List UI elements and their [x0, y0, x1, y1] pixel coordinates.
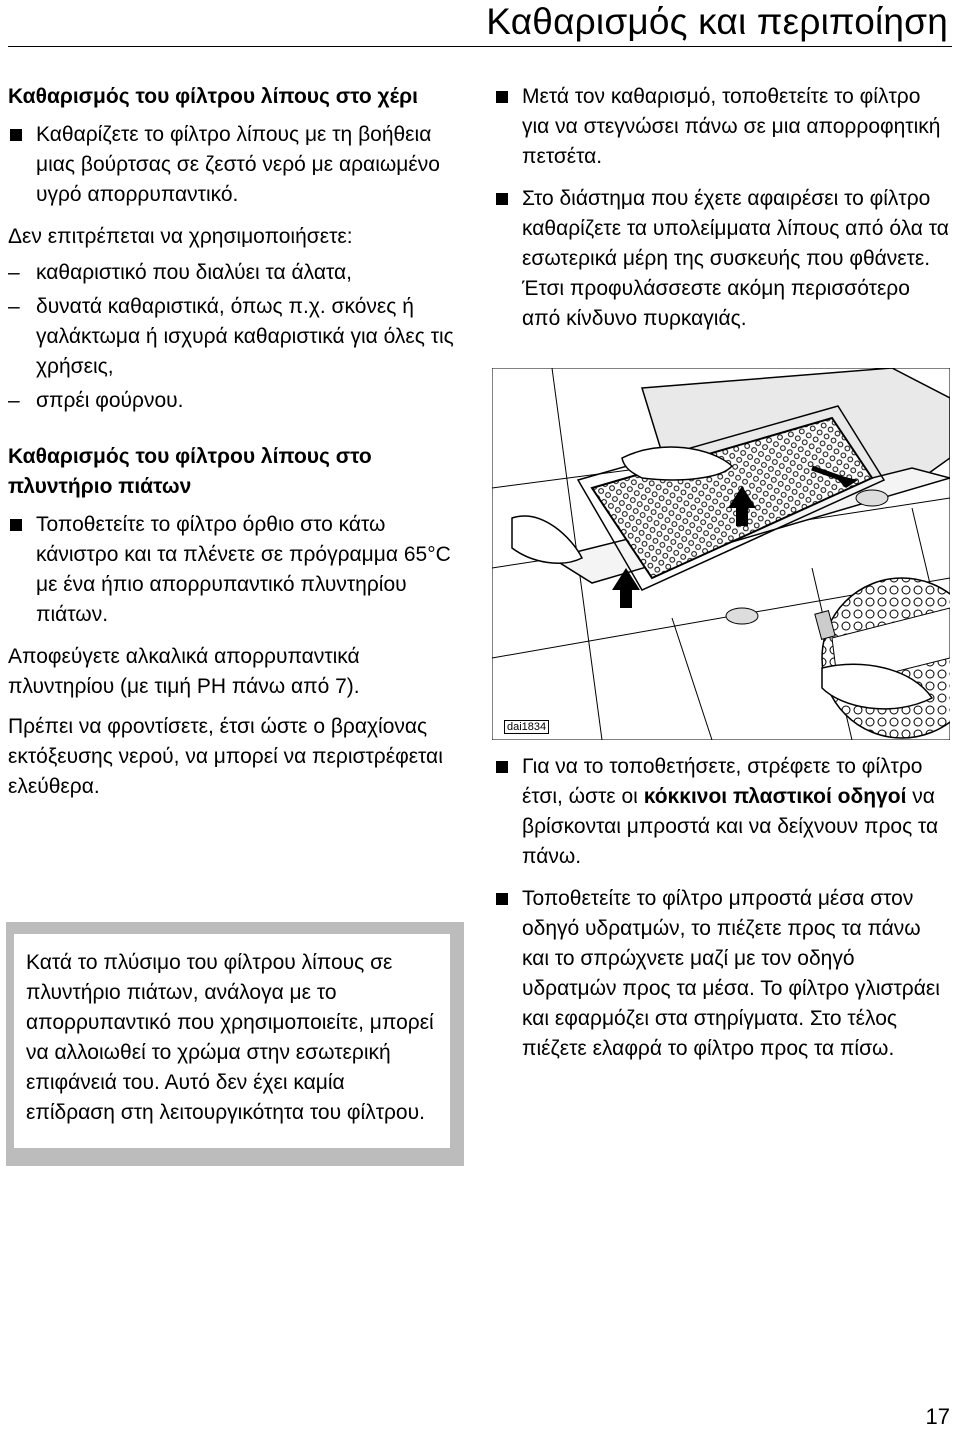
bullet-orientation: [494, 752, 950, 872]
section-heading-dishwasher: Καθαρισμός του φίλτρου λίπους στο πλυντήριο πιάτων: [8, 445, 372, 498]
red-plastic-guides: κόκκινοι πλαστικοί οδηγοί: [643, 785, 907, 808]
dash-item-oven-spray: – σπρέι φούρνου.: [8, 386, 458, 416]
note-text: Κατά το πλύσιμο του φίλτρου λίπους σε πλυντήριο πιάτων, ανάλογα με το απορρυπαντικό που χρησιμοποιείτε, μπορεί να αλλοιωθεί το χρώμα στην εσωτερική επιφάνειά του. Αυτό δεν έχει καμία επίδραση στη λειτουργικότητα του φίλτρου.: [14, 934, 450, 1148]
bullet-orientation-pre: Για να το τοποθετήσετε, στρέφετε το φίλτρο έτσι, ώστε οι: [522, 755, 923, 808]
bullet-hand-wash: Καθαρίζετε το φίλτρο λίπους με τη βοήθεια μιας βούρτσας σε ζεστό νερό με αραιωμένο υγρό απορρυπαντικό.: [8, 120, 458, 210]
dash-item-strong-cleaners: – δυνατά καθαριστικά, όπως π.χ. σκόνες ή γαλάκτωμα ή ισχυρά καθαριστικά για όλες τις χρήσεις,: [8, 292, 458, 382]
filter-illustration-svg: [492, 368, 950, 740]
header-divider: [8, 46, 952, 47]
bullet-clean-interior: Στο διάστημα που έχετε αφαιρέσει το φίλτρο καθαρίζετε τα υπολείμματα λίπους από όλα τα εσωτερικά μέρη της συσκευής που φθάνετε. Έτσι προφυλάσσεστε ακόμη περισσότερο από κίνδυνο πυρκαγιάς.: [494, 184, 950, 334]
page-header-title: Καθαρισμός και περιποίηση: [486, 1, 948, 42]
figure-label: dai1834: [504, 720, 549, 734]
left-column: [8, 82, 458, 812]
section-heading-hand-cleaning: Καθαρισμός του φίλτρου λίπους στο χέρι: [8, 85, 418, 108]
spray-arm-text: Πρέπει να φροντίσετε, έτσι ώστε ο βραχίονας εκτόξευσης νερού, να μπορεί να περιστρέφεται ελεύθερα.: [8, 715, 443, 798]
filter-installation-illustration: [492, 368, 950, 740]
page-number: 17: [925, 1404, 950, 1429]
alkaline-warning-text: Αποφεύγετε αλκαλικά απορρυπαντικά πλυντηρίου (με τιμή PH πάνω από 7).: [8, 645, 360, 698]
not-allowed-text: Δεν επιτρέπεται να χρησιμοποιήσετε:: [8, 225, 353, 248]
note-box: [6, 922, 464, 1166]
right-column-top: [494, 82, 950, 346]
right-column-bottom: [494, 752, 950, 1076]
bullet-insert-filter: Τοποθετείτε το φίλτρο μπροστά μέσα στον οδηγό υδρατμών, το πιέζετε προς τα πάνω και το σπρώχνετε μαζί με τον οδηγό υδρατμών προς τα μέσα. Το φίλτρο γλιστράει και εφαρμόζει στα στηρίγματα. Στο τέλος πιέζετε ελαφρά το φίλτρο προς τα πίσω.: [494, 884, 950, 1064]
bullet-orientation-post: να βρίσκονται μπροστά και να δείχνουν προς τα πάνω.: [522, 785, 939, 868]
bullet-drying: Μετά τον καθαρισμό, τοποθετείτε το φίλτρο για να στεγνώσει πάνω σε μια απορροφητική πετσέτα.: [494, 82, 950, 172]
bullet-dishwasher: Τοποθετείτε το φίλτρο όρθιο στο κάτω κάνιστρο και τα πλένετε σε πρόγραμμα 65°C με ένα ήπιο απορρυπαντικό πλυντηρίου πιάτων.: [8, 510, 458, 630]
dash-item-descaler: – καθαριστικό που διαλύει τα άλατα,: [8, 258, 458, 288]
